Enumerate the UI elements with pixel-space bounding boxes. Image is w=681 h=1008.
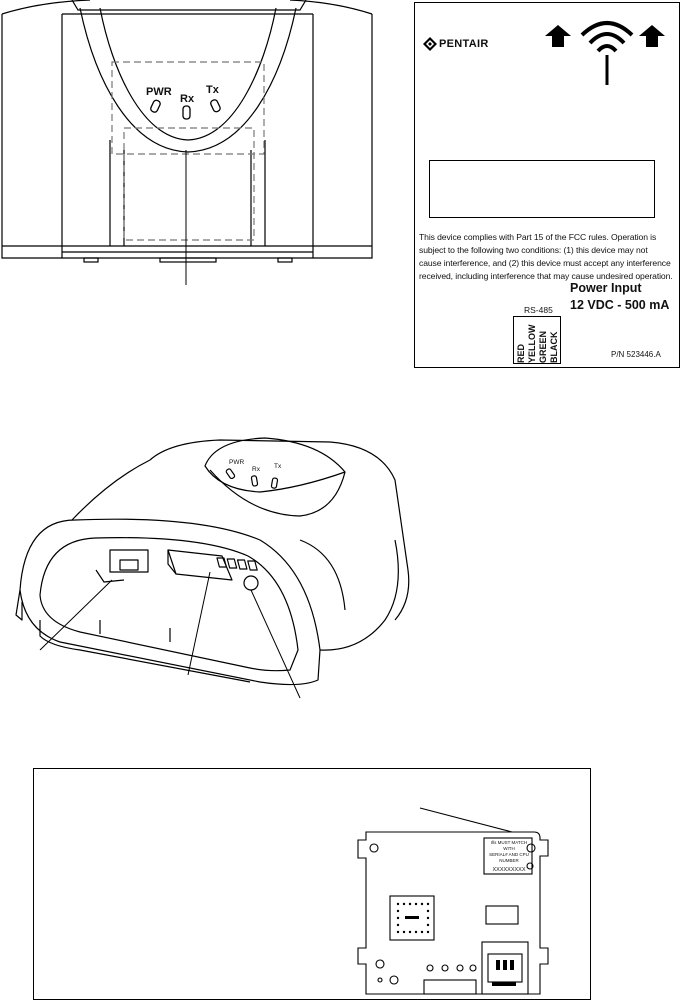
- serial-sticker: [486, 840, 532, 873]
- fcc-line: cause interference, and (2) this device must accept any interference: [419, 258, 671, 268]
- device-label: [414, 2, 680, 368]
- fcc-line: received, including interference that may cause undesired operation.: [419, 271, 673, 281]
- part-number: P/N 523446.A: [611, 350, 661, 359]
- wire-color-black: BLACK: [549, 331, 559, 363]
- pentair-logo-icon: [423, 37, 437, 51]
- front-tx-label: Tx: [206, 84, 219, 96]
- wireless-signal-icon: [579, 15, 635, 85]
- sticker-line: SERIAL# AND CPU NUMBER: [489, 852, 529, 863]
- wire-color-green: GREEN: [538, 330, 548, 363]
- up-arrow-icon: [639, 25, 665, 47]
- rs485-label: RS-485: [524, 305, 553, 315]
- brand-name: PENTAIR: [439, 38, 489, 50]
- up-arrow-icon: [545, 25, 571, 47]
- perspective-pwr-label: PWR: [229, 459, 245, 466]
- wire-color-yellow: YELLOW: [527, 324, 537, 363]
- perspective-tx-label: Tx: [274, 463, 282, 470]
- serial-number-box: [429, 160, 655, 218]
- power-input-value: 12 VDC - 500 mA: [570, 298, 670, 312]
- sticker-line: Ills MUST MATCH WITH: [490, 840, 528, 851]
- fcc-line: This device complies with Part 15 of the FCC rules. Operation is: [419, 232, 657, 242]
- fcc-line: subject to the following two conditions: (1) this device may not: [419, 245, 648, 255]
- sticker-line: XXXXXXXXX: [492, 867, 526, 873]
- power-input-title: Power Input: [570, 281, 642, 295]
- front-pwr-label: PWR: [146, 86, 172, 98]
- fcc-statement: [419, 231, 679, 283]
- front-rx-label: Rx: [180, 93, 195, 105]
- wire-color-red: RED: [516, 343, 526, 363]
- wire-color-legend: [513, 316, 561, 364]
- perspective-rx-label: Rx: [252, 466, 260, 473]
